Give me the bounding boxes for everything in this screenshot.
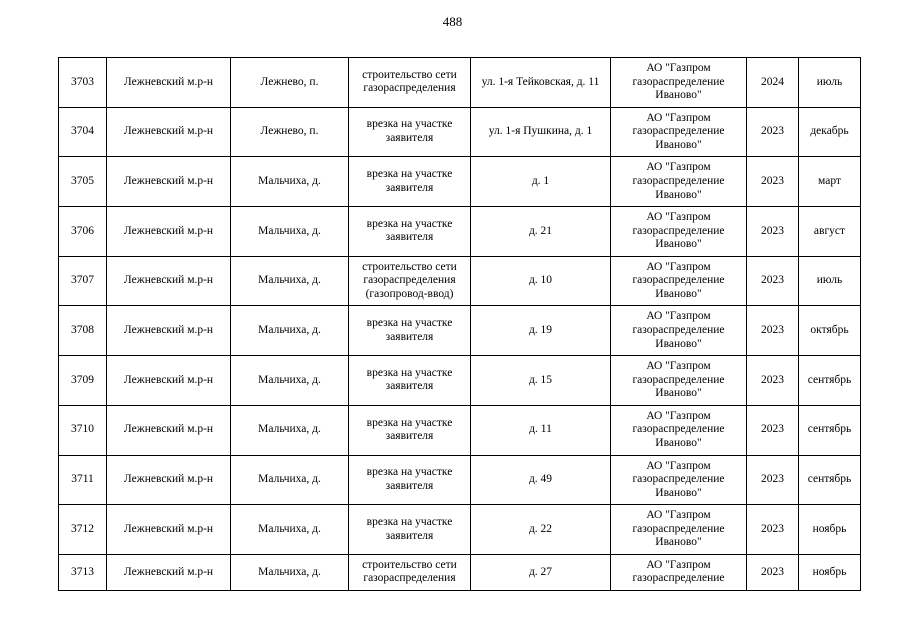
table-cell-month: сентябрь [799,356,861,406]
table-cell-month: ноябрь [799,554,861,590]
table-cell-num: 3710 [59,405,107,455]
table-cell-organization: АО "Газпром газораспределение Иваново" [611,58,747,108]
table-cell-work-type: врезка на участке заявителя [349,505,471,555]
table-cell-num: 3712 [59,505,107,555]
table-row [59,405,861,455]
table-cell-year: 2023 [747,356,799,406]
table-cell-month: сентябрь [799,455,861,505]
table-cell-address: д. 19 [471,306,611,356]
table-cell-work-type: врезка на участке заявителя [349,157,471,207]
table-cell-organization: АО "Газпром газораспределение Иваново" [611,505,747,555]
table-cell-address: д. 22 [471,505,611,555]
table-cell-organization: АО "Газпром газораспределение Иваново" [611,107,747,157]
table-cell-month: март [799,157,861,207]
table-row [59,157,861,207]
table-row [59,554,861,590]
table-cell-organization: АО "Газпром газораспределение Иваново" [611,157,747,207]
page-number: 488 [442,14,463,29]
table-cell-num: 3707 [59,256,107,306]
table-body [59,58,861,591]
table-row [59,107,861,157]
table-cell-address: д. 49 [471,455,611,505]
table-cell-work-type: врезка на участке заявителя [349,356,471,406]
table-row [59,207,861,257]
table-cell-district: Лежневский м.р-н [107,306,231,356]
table-cell-month: июль [799,256,861,306]
table-cell-address: д. 10 [471,256,611,306]
table-row [59,356,861,406]
table-cell-year: 2023 [747,405,799,455]
table-cell-work-type: врезка на участке заявителя [349,455,471,505]
table-cell-district: Лежневский м.р-н [107,505,231,555]
table-cell-year: 2023 [747,207,799,257]
table-cell-num: 3708 [59,306,107,356]
table-cell-district: Лежневский м.р-н [107,207,231,257]
table-cell-district: Лежневский м.р-н [107,356,231,406]
table-cell-district: Лежневский м.р-н [107,107,231,157]
table-row [59,306,861,356]
table-cell-month: сентябрь [799,405,861,455]
table-cell-month: август [799,207,861,257]
table-cell-year: 2023 [747,455,799,505]
table-cell-month: декабрь [799,107,861,157]
table-cell-address: ул. 1-я Пушкина, д. 1 [471,107,611,157]
table-cell-num: 3703 [59,58,107,108]
table-cell-organization: АО "Газпром газораспределение Иваново" [611,455,747,505]
table-cell-settlement: Лежнево, п. [231,107,349,157]
table-cell-settlement: Мальчиха, д. [231,505,349,555]
table-cell-year: 2023 [747,306,799,356]
table-cell-num: 3709 [59,356,107,406]
table-cell-address: д. 27 [471,554,611,590]
table-cell-settlement: Мальчиха, д. [231,455,349,505]
table-cell-work-type: строительство сети газораспределения (газопровод-ввод) [349,256,471,306]
table-cell-settlement: Мальчиха, д. [231,306,349,356]
table-cell-settlement: Мальчиха, д. [231,207,349,257]
table-cell-settlement: Мальчиха, д. [231,157,349,207]
table-cell-organization: АО "Газпром газораспределение Иваново" [611,207,747,257]
table-cell-settlement: Мальчиха, д. [231,405,349,455]
table-cell-district: Лежневский м.р-н [107,256,231,306]
table-cell-year: 2024 [747,58,799,108]
table-cell-year: 2023 [747,505,799,555]
table-cell-work-type: врезка на участке заявителя [349,405,471,455]
table-cell-year: 2023 [747,256,799,306]
table-cell-settlement: Мальчиха, д. [231,356,349,406]
table-cell-settlement: Мальчиха, д. [231,256,349,306]
table-cell-address: д. 15 [471,356,611,406]
table-row [59,505,861,555]
table-cell-district: Лежневский м.р-н [107,554,231,590]
table-cell-month: ноябрь [799,505,861,555]
table-cell-address: д. 11 [471,405,611,455]
table-cell-month: июль [799,58,861,108]
table-cell-num: 3713 [59,554,107,590]
gasification-table [58,57,861,591]
table-cell-year: 2023 [747,554,799,590]
table-cell-work-type: врезка на участке заявителя [349,306,471,356]
table-cell-organization: АО "Газпром газораспределение Иваново" [611,405,747,455]
table-cell-district: Лежневский м.р-н [107,58,231,108]
table-row [59,58,861,108]
table-cell-address: д. 1 [471,157,611,207]
table-cell-organization: АО "Газпром газораспределение [611,554,747,590]
table-cell-num: 3704 [59,107,107,157]
table-cell-district: Лежневский м.р-н [107,405,231,455]
table-cell-work-type: врезка на участке заявителя [349,207,471,257]
table-cell-work-type: строительство сети газораспределения [349,58,471,108]
table-cell-month: октябрь [799,306,861,356]
gasification-table-container [58,57,852,591]
table-cell-num: 3705 [59,157,107,207]
table-cell-organization: АО "Газпром газораспределение Иваново" [611,256,747,306]
table-cell-year: 2023 [747,157,799,207]
table-cell-district: Лежневский м.р-н [107,157,231,207]
table-cell-settlement: Мальчиха, д. [231,554,349,590]
table-cell-address: ул. 1-я Тейковская, д. 11 [471,58,611,108]
table-row [59,256,861,306]
table-cell-num: 3706 [59,207,107,257]
table-cell-num: 3711 [59,455,107,505]
table-cell-work-type: строительство сети газораспределения [349,554,471,590]
table-cell-work-type: врезка на участке заявителя [349,107,471,157]
table-cell-organization: АО "Газпром газораспределение Иваново" [611,306,747,356]
table-cell-settlement: Лежнево, п. [231,58,349,108]
table-cell-address: д. 21 [471,207,611,257]
table-row [59,455,861,505]
table-cell-organization: АО "Газпром газораспределение Иваново" [611,356,747,406]
table-cell-year: 2023 [747,107,799,157]
table-cell-district: Лежневский м.р-н [107,455,231,505]
